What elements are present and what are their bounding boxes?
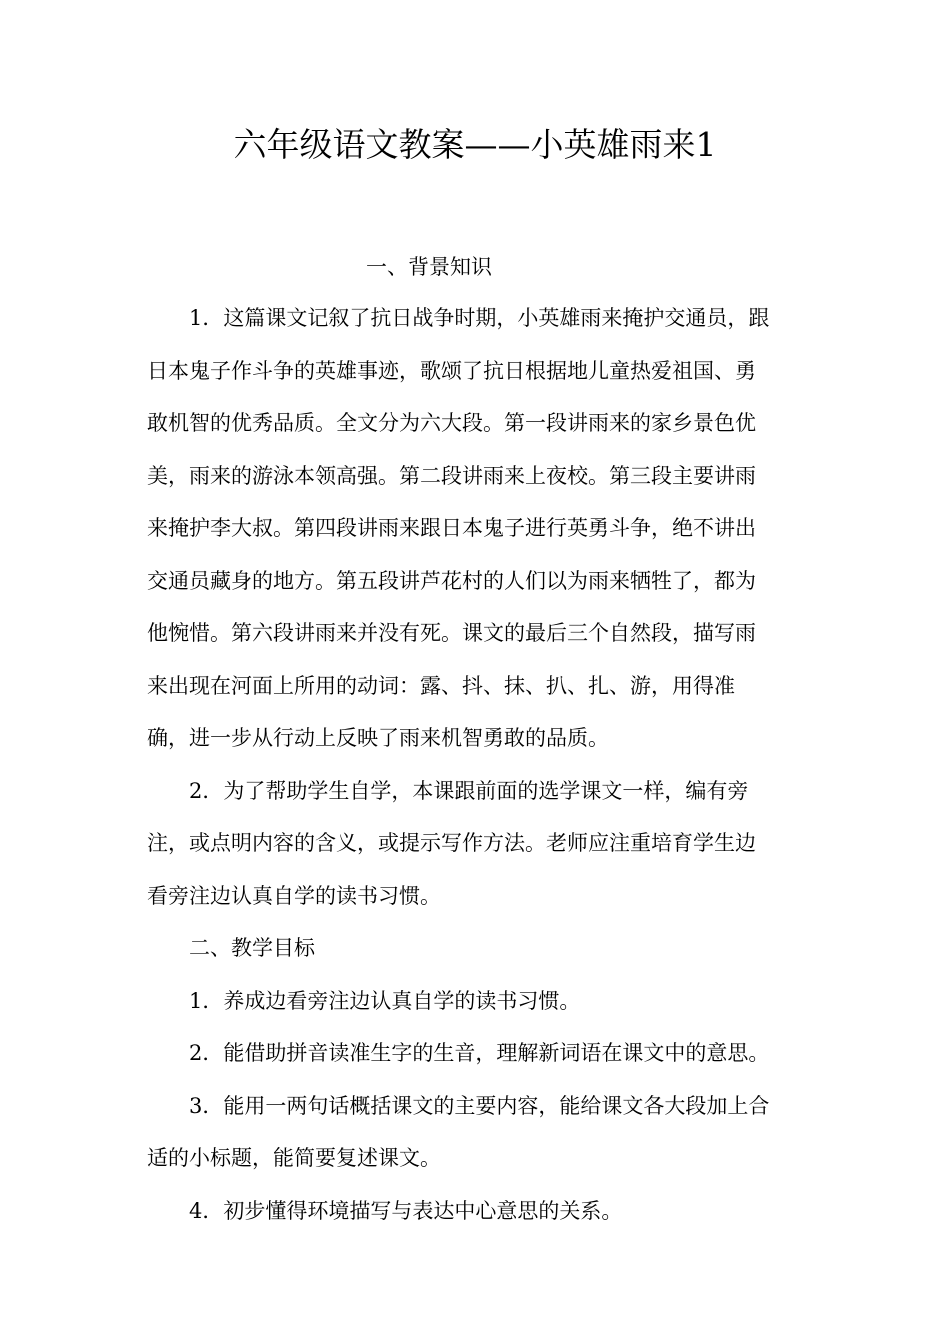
objective-item-3-continued bbox=[147, 1132, 809, 1185]
paragraph-background-1 bbox=[147, 292, 809, 345]
paragraph-background-2 bbox=[147, 765, 809, 818]
objective-item-1 bbox=[147, 975, 809, 1028]
objective-item-2 bbox=[147, 1027, 809, 1080]
text-line: 1．养成边看旁注边认真自学的读书习惯。 bbox=[189, 988, 581, 1013]
text-line: 日本鬼子作斗争的英雄事迹，歌颂了抗日根据地儿童热爱祖国、勇 bbox=[147, 358, 756, 383]
text-line: 敢机智的优秀品质。全文分为六大段。第一段讲雨来的家乡景色优 bbox=[147, 411, 756, 435]
objective-item-4 bbox=[147, 1185, 809, 1238]
text-line: 2．能借助拼音读准生字的生音，理解新词语在课文中的意思。 bbox=[189, 1041, 770, 1065]
paragraph-background-1-continued bbox=[147, 345, 809, 765]
text-line: 2．为了帮助学生自学，本课跟前面的选学课文一样，编有旁 bbox=[189, 778, 749, 803]
text-line: 美，雨来的游泳本领高强。第二段讲雨来上夜校。第三段主要讲雨 bbox=[147, 463, 756, 488]
text-line: 来出现在河面上所用的动词：露、抖、抹、扒、扎、游，用得准 bbox=[147, 673, 735, 698]
text-line: 确，进一步从行动上反映了雨来机智勇敢的品质。 bbox=[147, 726, 609, 750]
text-line: 他惋惜。第六段讲雨来并没有死。课文的最后三个自然段，描写雨 bbox=[147, 621, 756, 645]
document-body bbox=[147, 292, 809, 1237]
text-line: 看旁注边认真自学的读书习惯。 bbox=[147, 883, 441, 908]
text-line: 适的小标题，能简要复述课文。 bbox=[147, 1146, 441, 1170]
text-line: 3．能用一两句话概括课文的主要内容，能给课文各大段加上合 bbox=[189, 1093, 770, 1118]
text-line: 注，或点明内容的含义，或提示写作方法。老师应注重培育学生边 bbox=[147, 831, 756, 855]
text-line: 交通员藏身的地方。第五段讲芦花村的人们以为雨来牺牲了，都为 bbox=[147, 568, 756, 593]
section-heading-objectives bbox=[147, 922, 809, 975]
document-title: 六年级语文教案——小英雄雨来1 bbox=[233, 125, 717, 164]
text-line: 来掩护李大叔。第四段讲雨来跟日本鬼子进行英勇斗争，绝不讲出 bbox=[147, 516, 756, 540]
text-line: 4．初步懂得环境描写与表达中心意思的关系。 bbox=[189, 1198, 623, 1223]
objective-item-3 bbox=[147, 1080, 809, 1133]
section-heading-background: 一、背景知识 bbox=[366, 255, 492, 279]
paragraph-background-2-continued bbox=[147, 817, 809, 922]
text-line: 1．这篇课文记叙了抗日战争时期，小英雄雨来掩护交通员，跟 bbox=[189, 306, 770, 330]
heading-text: 二、教学目标 bbox=[189, 936, 315, 960]
